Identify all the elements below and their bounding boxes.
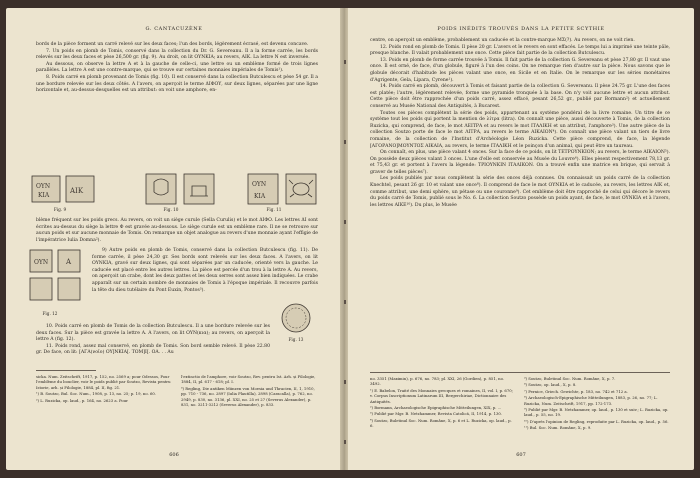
paragraph: 7. Un poids en plomb de Tomis, conservé dans la collection du Dr. G. Severeanu. Il a la forme carrée, les bords relevés sur les deux faces et pèse 26,500 gr. (fig. 9). Au droit, on lit OYNKIA; au revers, AIK. La lettre N est inversée. (36, 48, 318, 61)
footnote: ³) Regling, Die antiken Münzen von Moesia und Thracien, II, 1, 1910, pp. 710 - 736, no. 2897 (Iulia Plautilla), 2898 (Caracalla), p. 762, no. 2949, p. 830, no. 3136, pl. XXI, no. 25 et 27 (Severus Alexander), p. 831, no. 3211-3212 (Severus Alexander), p. 833. (181, 385, 315, 408)
paragraph: 13. Poids en plomb de forme carrée trouvée à Tomis. Il fait partie de la collection G. Severeanu et pèse 27,80 gr. Il vaut une once. Il est orné, de face, d'un globule, figuré à l'un des coins. On ne remarque rien d'autre sur la pièce. Nous savons que le globule décorait d'habitude les pièces valant une once, en Sicile et en Italie. On le remarque sur les séries monétaires d'Agrigente, Gela, Lipara, Cyrene¹). (370, 57, 670, 83)
caption-fig-9: Fig. 9 (53, 207, 67, 212)
svg-text:ΚΙΑ: ΚΙΑ (254, 193, 266, 200)
page-number-left: 606 (169, 452, 179, 458)
right-text (370, 38, 670, 209)
figure-12-weight (28, 248, 88, 310)
paragraph: 11. Poids rond, assez mal conservé, en plomb de Tomis. Son bord semble relevé. Il pèse 22.80 gr. De face, on lit: [ΑΓΑ(νοῖο) ΟΥ]ΝΚΙΑ[. ΤΟΜ]Ι[. ΟΑ. . . Au (36, 343, 270, 356)
footnote: ¹) B. Soutzo, Bul. Soc. Num., 1908, p. 13, no. 25; p. 19, no. 60. (36, 391, 157, 397)
footnote: ⁷) Pernice, Griech. Gewichte, p. 183, no. 742 et 712 a. (524, 388, 628, 394)
figure-11-weight (248, 174, 316, 204)
paragraph: On connaît, en plus, une pièce valant 4 onces. Sur la face de ce poids, on lit ΤΕΤΡΟΥΝΚΙΟΝ; au revers, le terme ΑΙΚΑΙΟΝ⁵). On possède deux pièces valant 3 onces. L'une d'elle est conservée au Musée du Louvre⁶). Elles pèsent respectivement 78,13 gr. et 75,43 gr. et portent à l'avers la légende: ΤΡΙΟΥΝΚΙΝ ΙΤΑΛΙΚΟΝ. On a trouvé enfin une matrice en brique, qui servait à graver de telles pièces⁷). (370, 150, 670, 175)
stitch (344, 300, 346, 304)
figure-13-weight (278, 300, 314, 336)
svg-text:ΟΥΝ: ΟΥΝ (36, 183, 51, 190)
left-page (6, 8, 342, 470)
footnote: l'extinctio de l'amphore, voir Soutzo, Rev. pentru Ist. Arh. și Filologie, 1884, II, pl. 617 - 618; pl. I. (181, 374, 316, 385)
paragraph: blème fréquent sur les poids grecs. Au revers, on voit un siège curule (Sella Curulis) et le mot ΔΙΦΟ. Les lettres ΔΙ sont écrites au-dessus du siège la lettre Φ est gravée au-dessous. Le siège curule est un emblème rare. Il ne se retrouve sur aucun poids et sur aucune monnaie de Tomis. On remarque un objet analogue au revers d'une monnaie ayant l'effigie de l'impératrice Iulia Domna²). (36, 218, 318, 243)
running-head-left: G. CANTACUZÈNE (145, 26, 203, 32)
svg-text:ΚΙΑ: ΚΙΑ (38, 192, 50, 199)
caption-fig-11: Fig. 11 (266, 207, 282, 212)
footnote: ¹⁰) D'après l'opinion de Regling, reproduite par L. Ruzicka, op. laud., p. 56. (524, 418, 669, 424)
stitch (344, 220, 346, 224)
left-text-mid-b (92, 248, 318, 294)
paragraph: 8. Poids carré en plomb provenant de Tomis (fig. 10). Il est conservé dans la collection Butculescu et pèse 54 gr. Il a une bordure relevée sur les deux côtés. A l'avers, on aperçoit le terme ΔΙΦΟΥ, sur deux lignes, séparées par une ligne horizontale et, au-dessus-desquelles est un attribut: on voit une amphore, en- (36, 74, 318, 94)
right-footnotes (370, 376, 670, 431)
paragraph: 12. Poids rond en plomb de Tomis. Il pèse 20 gr. L'avers et le revers en sont effacés. Le temps lui a imprimé une teinte pâle, presque blanche. Il valait probablement une once. Cette pièce fait partie de la collection Butculescu. (370, 44, 670, 57)
paragraph: bords de la pièce forment un carré relevé sur les deux faces; l'un des bords, légèrement écrasé, est devenu concave. (36, 42, 309, 47)
paragraph: Toutes ces pièces complètent la série des poids, appartenant au système pondéral de la livre romaine. Un titre de ce système tout les poids qui portent la mention de λίτρα (litra). On connaît une pièce, aussi découverte à Tomis, de la collection Ruzicka, qui comprend, de face, le mot ΛΕΙΤΡΑ et au revers le mot ΙΤΑΛΙΚΗ et un attribut, l'amphore³). Une autre pièce de la collection Soutzo porte de face le mot ΛΙΤΡΑ, au revers le terme ΑΙΚΑΙΟΝ⁴). On connaît une pièce valant un tiers de livre romaine, de la collection de l'Institut d'Archéologie Léon Ruzicka. Cette pièce comprend, de face, la légende [ΑΓΟΡΑΝΟ]ΜΟΥΝΤΟΣ ΑΙΚΑΙΑ, au revers, le terme ΙΤΑΛΙΚΗ et le poinçon d'un animal, qui peut être un taureau. (370, 110, 670, 149)
paragraph: 10. Poids carré en plomb de Tomis de la collection Butculescu. Il a une bordure relevée sur les deux faces. Sur la pièce est gravée la lettre A. A l'avers, on lit OYN(κια); au revers, on aperçoit la lettre A (fig. 12). (36, 324, 270, 343)
stitch (344, 140, 346, 144)
running-head-right: POIDS INÉDITS TROUVÉS DANS LA PETITE SCYTHIE (437, 26, 605, 32)
svg-text:ΟΥΝ: ΟΥΝ (34, 259, 49, 266)
left-text-mid-a (36, 218, 318, 244)
footnote: no. 3351 (Maximin), p. 676, no. 783; pl. XXI, 26 (Gordien), p. 851, no. 3492. (370, 376, 505, 387)
stitch (344, 440, 346, 444)
paragraph: centre, on aperçoit un emblème, probablement un caducée et la contre-marque MΣ(?). Au revers, on ne voit rien. (370, 38, 635, 43)
right-page (348, 8, 694, 470)
left-text-bottom (36, 324, 270, 357)
footnote: ⁵) Soutzo, Buletinul Soc. Num. Române, X, p. 7. (524, 376, 616, 381)
footnote: ¹) E. Babelon, Traité des Monnaies grecques et romaines, II, vol. I, p. 670; v. Corpus Inscriptionum Latinarum III, Bergerchiriae, Dictionnaire des Antiquités. (370, 387, 513, 404)
stitch (344, 60, 346, 64)
footnote-rule (36, 370, 96, 371)
paragraph: 9) Autre poids en plomb de Tomis, conservé dans la collection Butculescu (fig. 11). De forme carrée, il pèse 24,30 gr. Ses bords sont relevés sur les deux faces. A l'avers, on lit OYNKIA, gravé sur deux lignes, qui sont séparées par un caducée, orienté vers la gauche. Le caducée est placé entre les autres lettres. La pièce est percée d'un trou à la lettre A. Au revers, on aperçoit un crabe, dont les deux pattes et les deux serres sont assez bien indiquées. Le crabe apparaît sur un certain nombre de monnaies de Tomis à l'époque impériale. Il recouvre parfois la tête du dieu tutélaire du Pont Euxin, Pontos³). (92, 248, 318, 293)
svg-text:Α: Α (66, 258, 72, 266)
svg-text:ΟΥΝ: ΟΥΝ (252, 181, 267, 188)
footnote: ²) L. Ruzicka, op. laud., p. 164, no. 2623 a. Pour (36, 397, 128, 403)
footnote: ⁶) Soutzo, op. laud., X, p. 8. (524, 382, 577, 388)
footnote: ³) Publié par Mgr. B. Netzhammer, Revista Catolică, II, 1914, p. 130. (370, 411, 503, 417)
figure-10-weight (146, 174, 214, 204)
caption-fig-10: Fig. 10 (163, 207, 179, 212)
caption-fig-13: Fig. 13 (288, 337, 304, 342)
footnote: ⁴) Soutzo, Buletinul Soc. Num. Române, X, p. 6 et L. Ruzicka, op. laud., p. 6. (370, 417, 512, 429)
page-number-right: 607 (516, 452, 526, 458)
paragraph: Les poids publiés par nous complètent la série des onces déjà connues. On connaissait un poids carré de la collection Knechtel, pesant 26 gr. 10 et valant une once⁸). Il comprend de face le mot OYNKIA et le caducée, au revers, les lettres AIK et, comme attribut, une demi sphère, un pétase ou une couronne⁹). Cet emblème doit être rapproché de celui qui décore le revers du poids carré de Tomis, publié sous le No. 6. La collection Soutzo possède un poids ayant, de face, le mot OYNKIA et à l'avers, les lettres ΑΙΚΕ¹⁰). Du plus, le Musée (370, 176, 670, 208)
svg-text:ΑΙΚ: ΑΙΚ (70, 187, 84, 195)
footnote: ⁸) Archaeologisch-Epigraphische Mitteilungen, 1883, p. 26, no. 77; L. Ruzicka, Num. Zeitschrift, 1917, pp. 172-173. (524, 395, 658, 406)
stitch (344, 380, 346, 384)
paragraph: Au dessous, on observe la lettre A et à la gauche de celle-ci, une lettre ou un emblème formé de trois lignes parallèles. La lettre A est une contre-marque, qui se trouve sur certaines monnaies impériales de Tomis¹). (36, 61, 318, 74)
left-footnotes (36, 374, 318, 407)
footnote: ⁹) Publié par Mgr. B. Netzhammer, op. laud., p. 130 et suiv.; L. Ruzicka, op. laud., p. 55, no. 19. (524, 407, 669, 418)
caption-fig-12: Fig. 12 (42, 311, 58, 316)
footnote: ²) Bormann, Archaeologische Epigraphische Mitteilungen, XIX, p. ... (370, 405, 502, 411)
footnote-rule (370, 372, 670, 373)
footnote: ¹¹) Bul. Soc. Num. Române, X, p. 9. (524, 425, 592, 431)
footnote: sicka. Num. Zeitschrift, 1917, p. 152, no. 2569 a; pour Odessos, Pour l'emblème du bouclier, voir le poids publié par Soutzo, Revista pentru Istorie, arh. și Filologie, 1884, pl. II, fig. 21. (36, 374, 171, 390)
left-text-top (36, 42, 318, 95)
figure-9-weight (32, 176, 94, 202)
paragraph: 14. Poids carré en plomb, découvert à Tomis et faisant partie de la collection G. Severeanu. Il pèse 24.75 gr. L'une des faces est platée; l'autre, légèrement relevée, forme une pyramide tronquée à la base. On n'y voit aucune lettre et aucun attribut. Cette pièce doit être rapprochée d'un poids carré, assez effacé, pesant 26,52 gr., publié par Bormann²) et actuellement conservé au Musée National des Antiquités, à Bucarest. (370, 84, 670, 109)
